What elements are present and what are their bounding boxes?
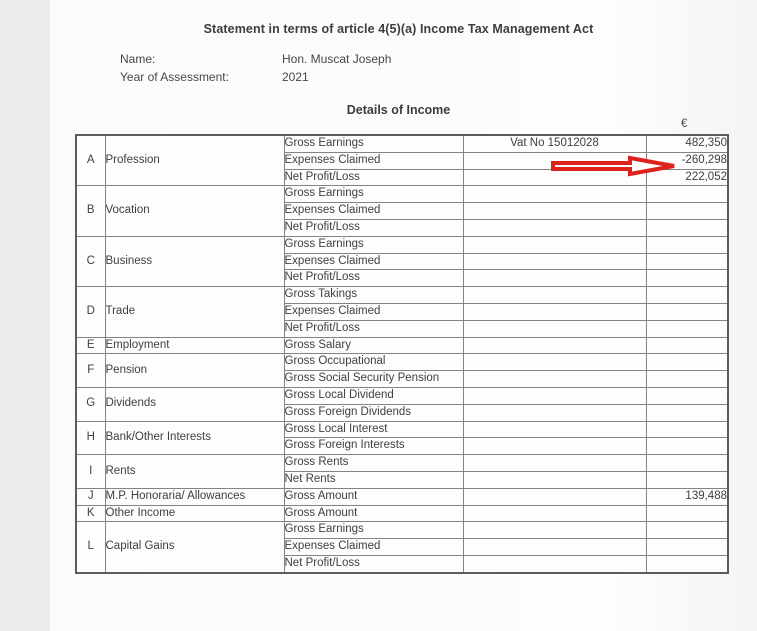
value-cell	[646, 337, 728, 354]
income-type-cell: Gross Earnings	[284, 236, 463, 253]
value-cell	[646, 253, 728, 270]
note-cell	[463, 421, 646, 438]
value-cell	[646, 471, 728, 488]
letter-cell: K	[76, 505, 105, 522]
note-cell	[463, 169, 646, 186]
table-row	[76, 387, 728, 404]
letter-cell: D	[76, 287, 105, 337]
value-cell	[646, 522, 728, 539]
note-cell	[463, 337, 646, 354]
year-of-assessment-label: Year of Assessment:	[120, 69, 229, 84]
note-cell	[463, 455, 646, 472]
page-title: Statement in terms of article 4(5)(a) Income Tax Management Act	[203, 22, 594, 36]
letter-cell: G	[76, 387, 105, 421]
table-row	[76, 488, 728, 505]
table-row	[76, 421, 728, 438]
note-cell	[463, 354, 646, 371]
letter-cell: B	[76, 186, 105, 236]
table-row	[76, 455, 728, 472]
income-type-cell: Gross Amount	[284, 505, 463, 522]
note-cell	[463, 186, 646, 203]
income-type-cell: Gross Social Security Pension	[284, 371, 463, 388]
letter-cell: L	[76, 522, 105, 573]
year-of-assessment-value: 2021	[282, 69, 309, 84]
note-cell	[463, 555, 646, 572]
value-cell	[646, 371, 728, 388]
table-row	[76, 236, 728, 253]
income-type-cell: Expenses Claimed	[284, 203, 463, 220]
note-cell	[463, 253, 646, 270]
category-cell: Business	[105, 236, 284, 286]
value-cell	[646, 236, 728, 253]
income-type-cell: Net Profit/Loss	[284, 219, 463, 236]
category-cell: Rents	[105, 455, 284, 489]
value-cell	[646, 354, 728, 371]
note-cell	[463, 320, 646, 337]
note-cell	[463, 522, 646, 539]
note-cell	[463, 203, 646, 220]
table-row	[76, 505, 728, 522]
currency-symbol: €	[681, 118, 688, 130]
category-cell: Employment	[105, 337, 284, 354]
income-type-cell: Gross Earnings	[284, 135, 463, 152]
income-type-cell: Gross Occupational	[284, 354, 463, 371]
year-of-assessment-row	[120, 69, 391, 87]
income-type-cell: Gross Takings	[284, 287, 463, 304]
note-cell	[463, 236, 646, 253]
note-cell	[463, 387, 646, 404]
note-cell	[463, 303, 646, 320]
note-cell	[463, 404, 646, 421]
value-cell	[646, 219, 728, 236]
income-type-cell: Net Profit/Loss	[284, 320, 463, 337]
note-cell	[463, 471, 646, 488]
category-cell: M.P. Honoraria/ Allowances	[105, 488, 284, 505]
category-cell: Dividends	[105, 387, 284, 421]
note-cell	[463, 152, 646, 169]
income-type-cell: Gross Amount	[284, 488, 463, 505]
value-cell	[646, 455, 728, 472]
category-cell: Vocation	[105, 186, 284, 236]
income-type-cell: Gross Rents	[284, 455, 463, 472]
value-cell	[646, 555, 728, 572]
note-cell	[463, 371, 646, 388]
income-type-cell: Gross Local Interest	[284, 421, 463, 438]
category-cell: Bank/Other Interests	[105, 421, 284, 455]
table-row	[76, 354, 728, 371]
category-cell: Trade	[105, 287, 284, 337]
income-type-cell: Expenses Claimed	[284, 253, 463, 270]
letter-cell: J	[76, 488, 105, 505]
letter-cell: H	[76, 421, 105, 455]
value-cell	[646, 505, 728, 522]
value-cell	[646, 270, 728, 287]
note-cell	[463, 438, 646, 455]
income-type-cell: Gross Foreign Interests	[284, 438, 463, 455]
note-cell	[463, 219, 646, 236]
letter-cell: A	[76, 135, 105, 186]
document-page	[50, 0, 757, 631]
value-cell	[646, 203, 728, 220]
note-cell	[463, 270, 646, 287]
income-type-cell: Net Profit/Loss	[284, 270, 463, 287]
category-cell: Profession	[105, 135, 284, 186]
letter-cell: C	[76, 236, 105, 286]
category-cell: Pension	[105, 354, 284, 388]
table-row	[76, 337, 728, 354]
note-cell	[463, 287, 646, 304]
value-cell: -260,298	[646, 152, 728, 169]
income-type-cell: Net Profit/Loss	[284, 169, 463, 186]
value-cell: 222,052	[646, 169, 728, 186]
name-label: Name:	[120, 52, 156, 66]
name-row	[120, 51, 391, 69]
category-cell: Capital Gains	[105, 522, 284, 573]
value-cell	[646, 287, 728, 304]
income-type-cell: Gross Salary	[284, 337, 463, 354]
income-type-cell: Net Profit/Loss	[284, 555, 463, 572]
letter-cell: I	[76, 455, 105, 489]
value-cell	[646, 421, 728, 438]
income-type-cell: Gross Foreign Dividends	[284, 404, 463, 421]
income-type-cell: Gross Earnings	[284, 522, 463, 539]
value-cell	[646, 438, 728, 455]
table-row	[76, 186, 728, 203]
value-cell: 139,488	[646, 488, 728, 505]
table-row	[76, 135, 728, 152]
income-type-cell: Gross Earnings	[284, 186, 463, 203]
note-cell: Vat No 15012028	[463, 135, 646, 152]
value-cell: 482,350	[646, 135, 728, 152]
income-table	[75, 134, 729, 574]
taxpayer-details	[120, 51, 391, 86]
value-cell	[646, 404, 728, 421]
letter-cell: F	[76, 354, 105, 388]
table-row	[76, 522, 728, 539]
income-type-cell: Net Rents	[284, 471, 463, 488]
income-type-cell: Gross Local Dividend	[284, 387, 463, 404]
income-type-cell: Expenses Claimed	[284, 303, 463, 320]
name-value: Hon. Muscat Joseph	[282, 52, 392, 66]
value-cell	[646, 539, 728, 556]
note-cell	[463, 539, 646, 556]
table-row	[76, 287, 728, 304]
note-cell	[463, 488, 646, 505]
income-type-cell: Expenses Claimed	[284, 152, 463, 169]
details-of-income-heading: Details of Income	[346, 103, 451, 117]
letter-cell: E	[76, 337, 105, 354]
value-cell	[646, 186, 728, 203]
note-cell	[463, 505, 646, 522]
value-cell	[646, 320, 728, 337]
income-table-body	[76, 135, 728, 573]
category-cell: Other Income	[105, 505, 284, 522]
value-cell	[646, 387, 728, 404]
income-type-cell: Expenses Claimed	[284, 539, 463, 556]
value-cell	[646, 303, 728, 320]
